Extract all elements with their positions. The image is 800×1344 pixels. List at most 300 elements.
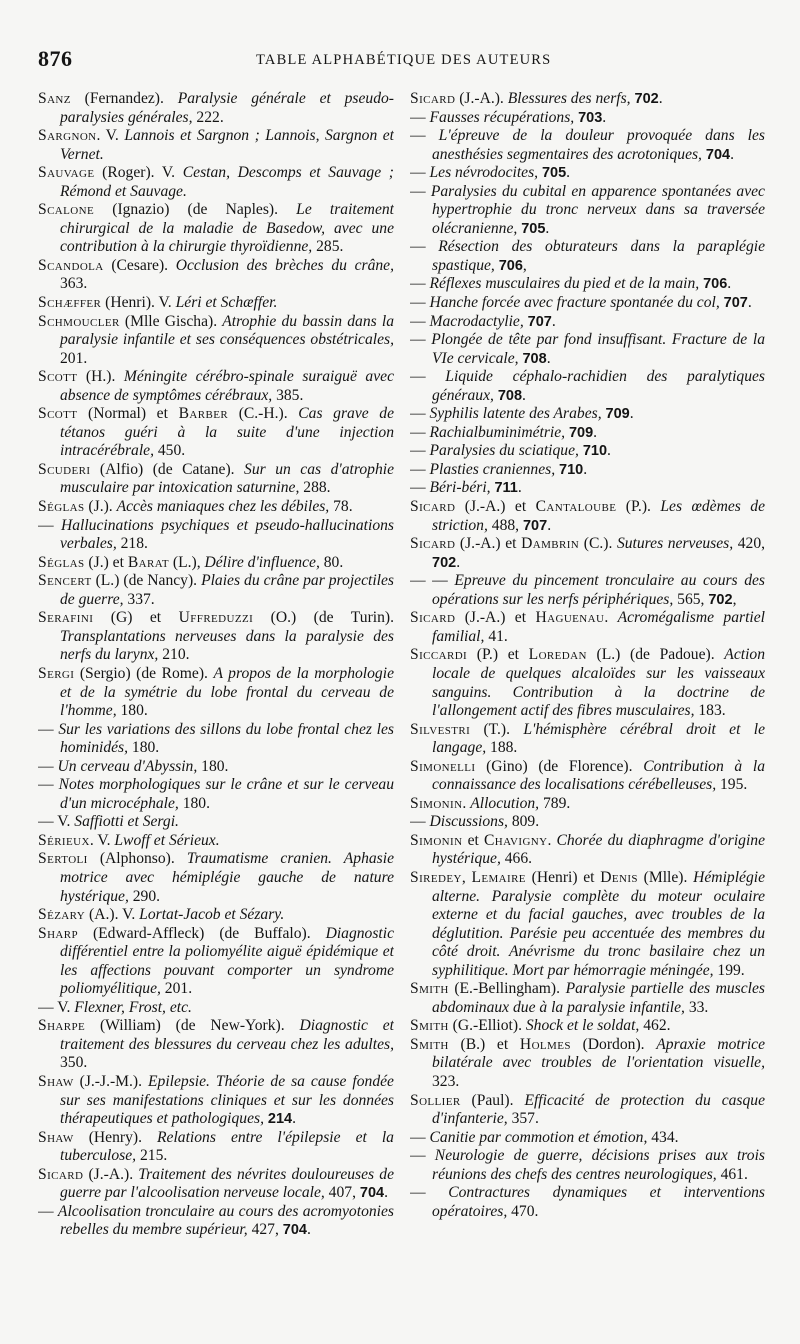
page-header	[38, 46, 760, 76]
author-name: Sauvage	[38, 164, 95, 182]
entry-text: (Henri) et	[525, 868, 601, 886]
entry-text: 357.	[507, 1110, 539, 1128]
entry-text: (Normal) et	[77, 405, 179, 423]
work-title: Macrodactylie,	[429, 312, 524, 330]
work-title: Hémiplégie alterne. Paralysie complète du moteur oculaire externe et du facial gauches, avec troubles de la déglutition. Parésie peu accentuée des membres du côté droit. Anévrisme du tronc basilaire chez un syphilitique. Mort par hémorragie méningée,	[432, 868, 765, 979]
index-entry	[410, 461, 765, 480]
index-entry	[38, 1073, 394, 1129]
author-name: Sicard	[410, 90, 456, 107]
entry-text: 337.	[123, 590, 155, 608]
entry-text: 180.	[116, 702, 148, 720]
work-title: Sur les variations des sillons du lobe frontal chez les hominidés,	[58, 720, 394, 757]
index-entry	[410, 813, 765, 832]
author-name: Barber	[178, 405, 229, 423]
index-entry	[38, 721, 394, 758]
work-title: A propos de la morphologie et de la symétrie du lobe frontal du cerveau de l'homme,	[60, 664, 394, 720]
entry-text: 290.	[128, 887, 161, 905]
entry-text: —	[410, 1184, 449, 1202]
author-name: Silvestri	[410, 720, 471, 738]
author-name: Sencert	[38, 572, 92, 590]
entry-text: —	[38, 516, 61, 534]
index-entry	[410, 1129, 765, 1148]
entry-text: .	[547, 516, 552, 534]
entry-text: 809.	[507, 813, 540, 831]
index-entry	[38, 850, 394, 906]
index-entry	[410, 1147, 765, 1184]
entry-text: 450.	[153, 442, 186, 460]
index-entry	[410, 758, 765, 795]
entry-text: (L.) (de Padoue).	[586, 646, 725, 664]
right-column	[410, 90, 765, 1330]
entry-text: (Sergio) (de Rome).	[74, 664, 214, 682]
author-name: Sharpe	[38, 1017, 86, 1035]
entry-text: 41.	[484, 627, 508, 645]
entry-text: (C.-H.).	[228, 405, 299, 423]
entry-text: —	[410, 331, 432, 349]
author-name: Shaw	[38, 1072, 74, 1090]
entry-text: —	[410, 275, 430, 293]
entry-text: —	[38, 776, 59, 794]
work-title: Epreuve du pincement tronculaire au cours des opérations sur les nerfs périphériques,	[432, 572, 765, 608]
entry-text: 385.	[272, 386, 304, 404]
index-entry	[38, 313, 394, 369]
entry-text: —	[410, 127, 439, 145]
index-entry	[38, 127, 394, 164]
entry-text: — —	[410, 572, 455, 590]
author-name: Cantaloube	[535, 498, 617, 516]
work-title: Paralysie générale et pseudo-paralysies générales,	[60, 90, 394, 126]
entry-text: .	[604, 609, 618, 627]
work-title: Résection des obturateurs dans la paraplégie spastique,	[432, 238, 765, 274]
author-name: Scuderi	[38, 460, 91, 478]
work-title: Léri et Schæffer.	[175, 294, 278, 312]
author-name: Sanz	[38, 90, 71, 107]
work-title: Rachialbuminimétrie,	[429, 423, 566, 441]
index-entry	[38, 572, 394, 609]
entry-text: 210.	[158, 646, 190, 664]
work-title: Fausses récupérations,	[429, 108, 575, 126]
index-entry	[38, 90, 394, 127]
author-name: Uffreduzzi	[178, 609, 254, 627]
work-title: L'hémisphère cérébral droit et le langage,	[432, 720, 765, 757]
index-entry	[38, 517, 394, 554]
index-entry	[410, 721, 765, 758]
author-name: Serafini	[38, 609, 94, 627]
index-entry	[410, 795, 765, 814]
author-name: Séglas	[38, 498, 85, 516]
work-title: Réflexes musculaires du pied et de la main,	[429, 275, 700, 293]
author-name: Scalone	[38, 201, 95, 219]
index-entry	[410, 238, 765, 275]
index-entry	[410, 275, 765, 294]
work-title: Transplantations nerveuses dans la paralysie des nerfs du larynx,	[60, 627, 394, 664]
entry-text: —	[410, 405, 430, 423]
entry-text: 218.	[116, 535, 148, 553]
author-name: Haguenau	[535, 609, 605, 627]
page-reference: 707	[723, 295, 748, 312]
index-entry	[410, 1092, 765, 1129]
entry-text: 462.	[639, 1017, 671, 1035]
author-name: Smith	[410, 1035, 449, 1053]
page-reference: 214	[267, 1111, 293, 1128]
work-title: Traitement des névrites douloureuses de guerre par l'alcoolisation nerveuse locale,	[60, 1165, 394, 1202]
entry-text: —	[38, 720, 59, 738]
work-title: Paralysies du sciatique,	[429, 442, 579, 460]
entry-text: 420,	[733, 535, 765, 553]
entry-text: ,	[522, 256, 527, 274]
entry-text: .	[730, 145, 734, 163]
entry-text: (J.-A.).	[83, 1165, 139, 1183]
page-reference: 708	[497, 387, 523, 404]
entry-text: (G.-Elliot).	[448, 1017, 526, 1035]
author-name: Scandola	[38, 256, 104, 274]
entry-text: .	[292, 1110, 297, 1128]
running-title: TABLE ALPHABÉTIQUE DES AUTEURS	[256, 52, 552, 68]
author-name: Denis	[600, 868, 638, 886]
entry-text: 470.	[507, 1202, 539, 1220]
work-title: Délire d'influence,	[204, 553, 320, 571]
author-name: Simonin	[410, 794, 463, 812]
page-reference: 703	[578, 109, 603, 126]
entry-text: (Henry).	[73, 1128, 157, 1146]
entry-text: .	[747, 294, 752, 312]
entry-text: —	[410, 108, 430, 126]
page-reference: 705	[541, 165, 567, 182]
author-name: Simonin	[410, 831, 463, 849]
page-reference: 704	[282, 1222, 307, 1239]
page-reference: 702	[634, 91, 659, 107]
entry-text: (Dordon).	[570, 1035, 657, 1053]
entry-text: (Cesare).	[103, 256, 176, 274]
author-name: Sérieux	[38, 831, 90, 849]
work-title: Acromégalisme partiel familial,	[432, 609, 765, 645]
index-entry	[410, 1017, 765, 1036]
work-title: Neurologie de guerre, décisions prises aux trois réunions des chefs des centres neurologiques,	[432, 1147, 765, 1183]
index-entry	[410, 442, 765, 461]
work-title: Plaies du crâne par projectiles de guerre,	[60, 572, 394, 608]
entry-text: (J.-J.-M.).	[73, 1072, 148, 1090]
entry-text: (O.) (de Turin).	[253, 609, 394, 627]
index-entry	[38, 1166, 394, 1203]
index-entry	[410, 313, 765, 332]
page-reference: 709	[568, 424, 594, 441]
index-entry	[38, 758, 394, 777]
entry-text: —	[410, 442, 430, 460]
index-entry	[410, 609, 765, 646]
entry-text: 434.	[647, 1128, 679, 1146]
work-title: Traumatisme cranien. Aphasie motrice avec hémiplégie gauche de nature hystérique,	[60, 850, 394, 905]
work-title: Sutures nerveuses,	[616, 535, 734, 553]
index-entry	[38, 201, 394, 257]
entry-text: 466.	[500, 850, 533, 868]
entry-text: .	[593, 423, 598, 441]
author-name: Scott	[38, 368, 78, 386]
author-name: Chavigny	[483, 831, 548, 849]
index-entry	[38, 1203, 394, 1240]
entry-text: .	[545, 219, 550, 237]
author-name: Simonelli	[410, 757, 476, 775]
entry-text: 195.	[716, 776, 748, 794]
author-name: Lemaire	[471, 868, 526, 886]
page-reference: 706	[498, 257, 523, 274]
index-entry	[38, 609, 394, 665]
entry-text: (Alphonso).	[87, 850, 187, 868]
entry-text: .	[583, 460, 588, 478]
entry-text: (J.-A.) et	[455, 498, 536, 516]
index-entry	[410, 535, 765, 572]
index-entry	[38, 1017, 394, 1073]
work-title: Chorée du diaphragme d'origine hystérique,	[432, 831, 765, 868]
entry-text: (L.),	[168, 553, 205, 571]
index-entry	[410, 127, 765, 164]
entry-text: —	[410, 164, 430, 182]
page-reference: 711	[494, 480, 518, 497]
index-entry	[38, 665, 394, 721]
entry-text: et	[462, 831, 484, 849]
work-title: Epilepsie. Théorie de sa cause fondée sur ses manifestations cliniques et sur les données thérapeutiques et pathologiques,	[60, 1072, 394, 1128]
entry-text: —	[38, 757, 58, 775]
entry-text: —	[410, 479, 430, 497]
work-title: Les œdèmes de striction,	[432, 498, 765, 534]
author-name: Siccardi	[410, 646, 468, 664]
author-name: Sergi	[38, 664, 75, 682]
entry-text: (H.).	[77, 368, 124, 386]
work-title: Cas grave de tétanos guéri à la suite d'une injection intracérébrale,	[60, 405, 394, 460]
entry-text: 215.	[136, 1147, 168, 1165]
entry-text: . V.	[89, 831, 115, 849]
page-reference: 704	[705, 146, 731, 163]
entry-text: (P.).	[616, 498, 661, 516]
page-reference: 706	[703, 276, 728, 293]
entry-text: . V.	[96, 127, 125, 145]
author-name: Sargnon	[38, 127, 97, 145]
index-entry	[410, 646, 765, 720]
entry-text: 201.	[60, 349, 88, 367]
entry-text: .	[306, 1221, 311, 1239]
work-title: Accès maniaques chez les débiles,	[116, 498, 330, 516]
index-entry	[38, 1129, 394, 1166]
page-reference: 702	[432, 554, 457, 571]
index-entry	[38, 832, 394, 851]
work-title: Occlusion des brèches du crâne,	[175, 256, 394, 274]
author-name: Sicard	[38, 1165, 84, 1183]
work-title: Flexner, Frost, etc.	[74, 998, 192, 1016]
work-title: Contractures dynamiques et interventions opératoires,	[432, 1184, 765, 1220]
entry-text: (B.) et	[448, 1035, 520, 1053]
entry-text: —	[410, 423, 430, 441]
work-title: Lortat-Jacob et Sézary.	[139, 906, 285, 924]
author-name: Holmes	[519, 1035, 571, 1053]
index-entry	[38, 405, 394, 461]
work-title: Le traitement chirurgical de la maladie de Basedow, avec une contribution à la chirurgie thyroïdienne,	[60, 201, 394, 256]
entry-text: —	[410, 238, 439, 256]
entry-text: (Mlle Gischa).	[119, 312, 223, 330]
entry-text: 180.	[197, 757, 229, 775]
index-entry	[410, 1184, 765, 1221]
entry-text: 180.	[128, 739, 160, 757]
entry-text: .	[658, 90, 663, 107]
entry-text: .	[517, 479, 522, 497]
entry-text: —	[410, 460, 430, 478]
page-number: 876	[38, 46, 73, 71]
entry-text: —	[38, 1202, 58, 1220]
entry-text: 285.	[312, 238, 344, 256]
author-name: Sicard	[410, 535, 456, 553]
work-title: Diagnostic différentiel entre la poliomyélite aiguë épidémique et les affections pouvant comporter un syndrome poliomyélitique,	[60, 924, 394, 998]
work-title: Atrophie du bassin dans la paralysie infantile et ses conséquences obstétricales,	[60, 312, 394, 349]
entry-text: ,	[732, 590, 737, 608]
entry-text: (Edward-Affleck) (de Buffalo).	[78, 924, 326, 942]
entry-text: (Fernandez).	[70, 90, 178, 107]
index-entry	[38, 294, 394, 313]
author-name: Sharp	[38, 924, 79, 942]
index-entry	[38, 554, 394, 573]
entry-text: 201.	[160, 980, 193, 998]
entry-text: 78.	[329, 498, 353, 516]
entry-text: —	[410, 813, 430, 831]
entry-text: 488,	[487, 516, 523, 534]
entry-text: — V.	[38, 998, 75, 1016]
entry-text: 188.	[486, 739, 518, 757]
entry-text: .	[546, 349, 551, 367]
entry-text: (Roger). V.	[94, 164, 183, 182]
index-entry	[410, 424, 765, 443]
index-entry	[410, 980, 765, 1017]
index-entry	[38, 368, 394, 405]
author-name: Sicard	[410, 609, 456, 627]
page-reference: 705	[521, 220, 546, 237]
index-entry	[38, 461, 394, 498]
author-name: Dambrin	[521, 535, 580, 553]
work-title: Hanche forcée avec fracture spontanée du col,	[429, 294, 720, 312]
author-name: Sézary	[38, 906, 86, 924]
author-name: Barat	[127, 553, 169, 571]
entry-text: —	[410, 182, 431, 200]
entry-text: (G) et	[93, 609, 179, 627]
entry-text: 565,	[673, 590, 709, 608]
work-title: Apraxie motrice bilatérale avec troubles de l'orientation visuelle,	[432, 1035, 765, 1072]
index-entry	[410, 869, 765, 980]
entry-text: —	[410, 1147, 435, 1165]
author-name: Schmoucler	[38, 312, 120, 330]
work-title: Notes morphologiques sur le crâne et sur le cerveau d'un microcéphale,	[58, 776, 394, 812]
author-name: Sertoli	[38, 850, 88, 868]
left-column	[38, 90, 394, 1330]
author-name: Schæffer	[38, 294, 102, 312]
index-entry	[38, 164, 394, 201]
page-reference: 704	[359, 1185, 385, 1202]
work-title: Sur un cas d'atrophie musculaire par intoxication saturnine,	[60, 460, 394, 497]
index-entry	[410, 331, 765, 368]
work-title: Hallucinations psychiques et pseudo-hallucinations verbales,	[60, 516, 394, 553]
work-title: L'épreuve de la douleur provoquée dans les anesthésies segmentaires des acrotoniques,	[432, 127, 765, 163]
page-reference: 709	[605, 406, 630, 423]
author-name: Siredey	[410, 868, 462, 886]
work-title: Saffiotti et Sergi.	[74, 813, 179, 831]
entry-text: 199.	[713, 961, 745, 979]
work-title: Un cerveau d'Abyssin,	[57, 757, 198, 775]
page-reference: 702	[708, 591, 733, 608]
entry-text: (Gino) (de Florence).	[475, 757, 644, 775]
index-entry	[410, 572, 765, 609]
entry-text: .	[727, 275, 732, 293]
index-entry	[410, 1036, 765, 1092]
work-title: Plongée de tête par fond insuffisant. Fracture de la VIe cervicale,	[431, 331, 765, 367]
author-name: Sollier	[410, 1091, 461, 1109]
work-title: Paralysies du cubital en apparence spontanées avec hypertrophie du tronc nerveux dans sa traversée olécranienne,	[430, 182, 765, 237]
entry-text: (L.) (de Nancy).	[91, 572, 202, 590]
entry-text: 789.	[539, 794, 571, 812]
work-title: Canitie par commotion et émotion,	[429, 1128, 648, 1146]
entry-text: (J.-A.) et	[455, 535, 522, 553]
index-entry	[410, 294, 765, 313]
entry-text: —	[410, 1128, 430, 1146]
index-entry	[410, 498, 765, 535]
entry-text: .	[456, 553, 461, 571]
entry-text: .	[384, 1184, 388, 1202]
author-name: Loredan	[528, 646, 587, 664]
entry-text: (C.).	[579, 535, 617, 553]
work-title: Contribution à la connaissance des localisations cérébelleuses,	[432, 757, 765, 794]
work-title: Paralysie partielle des muscles abdominaux due à la paralysie infantile,	[432, 980, 765, 1016]
entry-text: (Ignazio) (de Naples).	[94, 201, 297, 219]
entry-text: (E.-Bellingham).	[448, 980, 566, 998]
work-title: Action locale de quelques alcaloïdes sur les vaisseaux sanguins. Contribution à la doctrine de l'allongement actif des fibres musculaires,	[432, 646, 765, 720]
work-title: Diagnostic et traitement des blessures du cerveau chez les adultes,	[60, 1017, 394, 1053]
entry-text: 407,	[324, 1184, 360, 1202]
entry-text: 323.	[432, 1072, 460, 1090]
entry-text: (Alfio) (de Catane).	[90, 460, 245, 478]
work-title: Blessures des nerfs,	[507, 90, 631, 107]
entry-text: (Mlle).	[637, 868, 694, 886]
index-entry	[38, 498, 394, 517]
index-entry	[410, 109, 765, 128]
entry-text: — V.	[38, 813, 75, 831]
entry-text: 427,	[247, 1221, 283, 1239]
work-title: Lannois et Sargnon ; Lannois, Sargnon et Vernet.	[60, 127, 394, 163]
page-reference: 707	[527, 313, 552, 330]
entry-text: 33.	[684, 998, 709, 1016]
entry-text: —	[410, 368, 446, 386]
index-entry	[410, 183, 765, 239]
entry-text: .	[602, 108, 607, 126]
entry-text: —	[410, 294, 430, 312]
entry-text: 80.	[319, 553, 344, 571]
work-title: Liquide céphalo-rachidien des paralytiques généraux,	[432, 368, 765, 404]
work-title: Méningite cérébro-spinale suraiguë avec absence de symptômes cérébraux,	[60, 368, 394, 404]
work-title: Plasties craniennes,	[429, 460, 556, 478]
entry-text: 350.	[60, 1054, 88, 1072]
entry-text: —	[410, 312, 430, 330]
work-title: Lwoff et Sérieux.	[114, 831, 220, 849]
index-entry	[38, 999, 394, 1018]
entry-text: (Paul).	[460, 1091, 525, 1109]
index-entry	[38, 257, 394, 294]
page-reference: 708	[522, 350, 547, 367]
entry-text: (T.).	[470, 720, 524, 738]
index-entry	[410, 832, 765, 869]
work-title: Allocution,	[470, 794, 540, 812]
entry-text: .	[462, 794, 471, 812]
work-title: Cestan, Descomps et Sauvage ; Rémond et Sauvage.	[60, 164, 394, 200]
entry-text: .	[551, 312, 556, 330]
author-name: Séglas	[38, 553, 85, 571]
page-reference: 710	[559, 461, 584, 478]
author-name: Shaw	[38, 1128, 74, 1146]
entry-text: (J.-A.) et	[455, 609, 536, 627]
work-title: Béri-béri,	[429, 479, 491, 497]
entry-text: .	[566, 164, 571, 182]
